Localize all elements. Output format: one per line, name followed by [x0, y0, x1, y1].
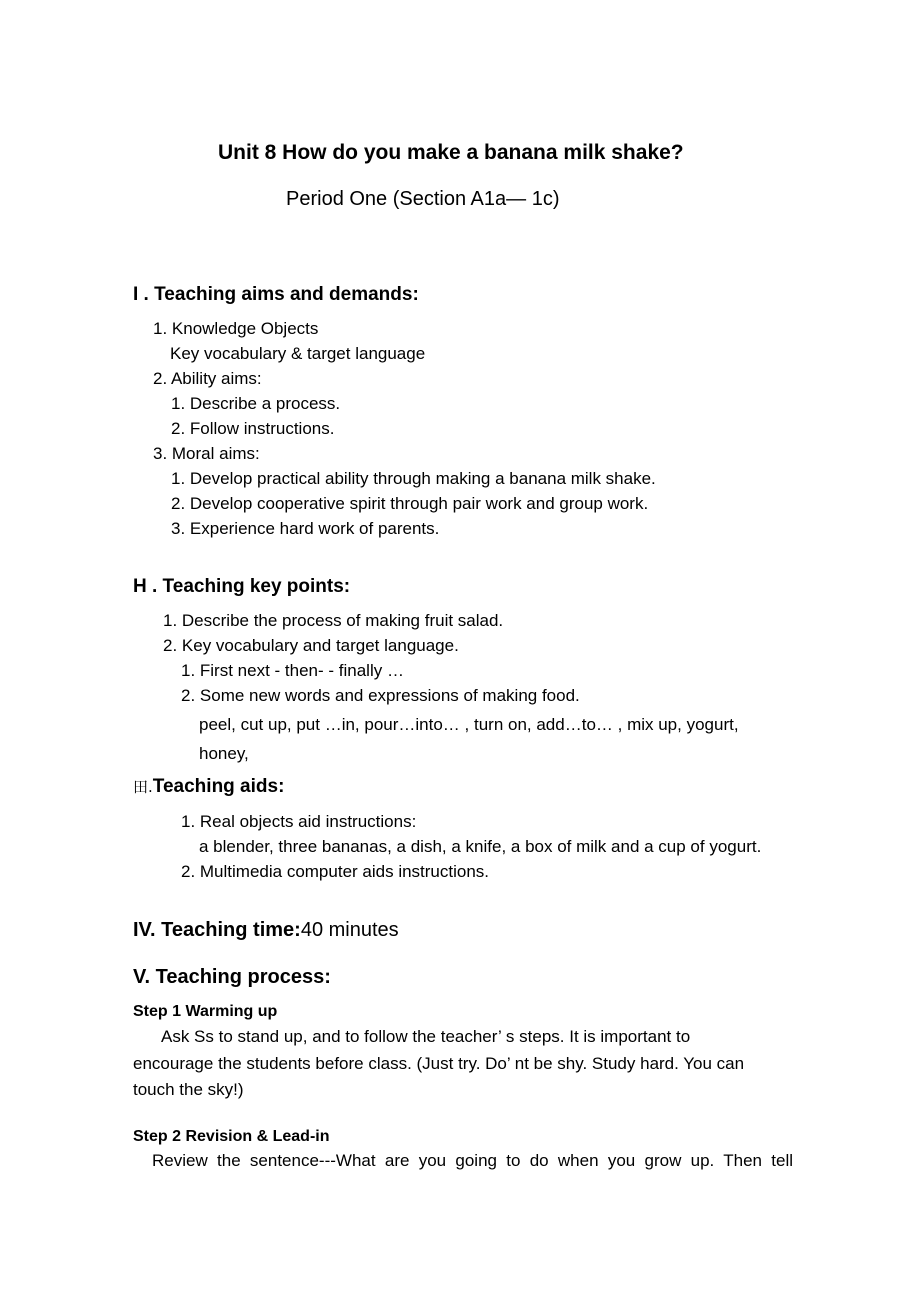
- list-item: 1. Real objects aid instructions:: [181, 812, 417, 831]
- section-3-heading: [133, 776, 284, 798]
- list-item: honey,: [199, 744, 249, 763]
- paragraph-line: encourage the students before class. (Just try. Do’ nt be shy. Study hard. You can: [133, 1054, 745, 1073]
- paragraph-line: Review the sentence---What are you going to do when you grow up. Then tell: [152, 1151, 793, 1170]
- list-item: Key vocabulary & target language: [170, 344, 426, 363]
- list-item: 1. Describe a process.: [171, 394, 341, 413]
- document-title: Unit 8 How do you make a banana milk shake?: [218, 141, 684, 164]
- list-item: 2. Follow instructions.: [171, 419, 335, 438]
- teaching-time-value: 40 minutes: [300, 919, 399, 941]
- list-item: 2. Multimedia computer aids instructions.: [181, 862, 490, 881]
- section-4-heading: [133, 918, 399, 942]
- list-item: 1. Knowledge Objects: [153, 319, 319, 338]
- list-item: a blender, three bananas, a dish, a knife, a box of milk and a cup of yogurt.: [199, 837, 762, 856]
- list-item: 3. Moral aims:: [153, 444, 260, 463]
- section-3-symbol: 田.: [133, 778, 153, 796]
- paragraph-line: touch the sky!): [133, 1080, 244, 1099]
- list-item: 2. Develop cooperative spirit through pair work and group work.: [171, 494, 649, 513]
- list-item: 1. First next - then- - finally …: [181, 661, 404, 680]
- list-item: 2. Some new words and expressions of making food.: [181, 686, 580, 705]
- list-item: 1. Describe the process of making fruit salad.: [163, 611, 504, 630]
- list-item: 2. Key vocabulary and target language.: [163, 636, 459, 655]
- document-subtitle: Period One (Section A1a— 1c): [286, 188, 560, 210]
- section-1-heading: I . Teaching aims and demands:: [133, 284, 419, 305]
- section-2-heading: H . Teaching key points:: [133, 576, 351, 597]
- list-item: 1. Develop practical ability through making a banana milk shake.: [171, 469, 656, 488]
- step-2-title: Step 2 Revision & Lead-in: [133, 1128, 330, 1145]
- step-1-title: Step 1 Warming up: [133, 1003, 278, 1020]
- list-item: 3. Experience hard work of parents.: [171, 519, 440, 538]
- section-4-label: IV. Teaching time:: [133, 919, 301, 941]
- section-5-heading: V. Teaching process:: [133, 966, 331, 988]
- paragraph-line: Ask Ss to stand up, and to follow the teacher’ s steps. It is important to: [161, 1027, 691, 1046]
- list-item: peel, cut up, put …in, pour…into… , turn on, add…to… , mix up, yogurt,: [199, 715, 739, 734]
- section-3-heading-text: Teaching aids:: [152, 776, 285, 797]
- list-item: 2. Ability aims:: [153, 369, 262, 388]
